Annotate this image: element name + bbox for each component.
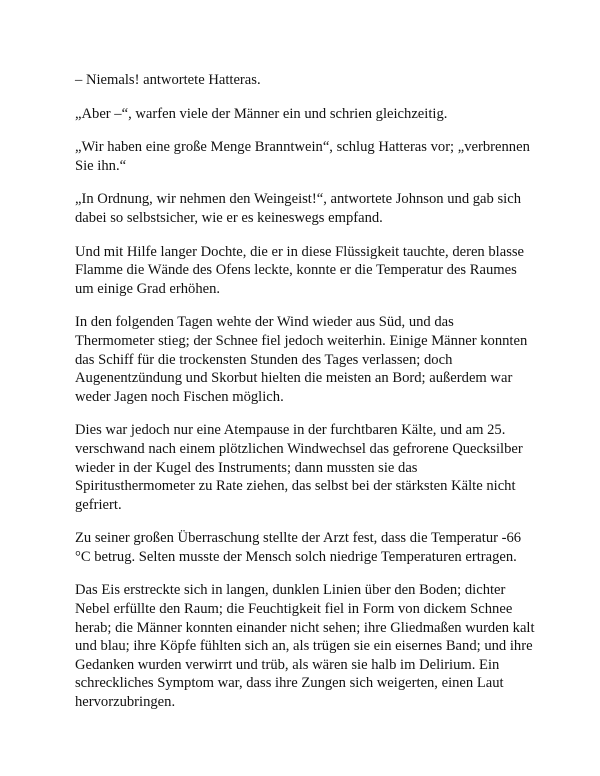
document-page [75,71,535,727]
paragraph-2: „Aber –“, warfen viele der Männer ein und schrien gleichzeitig. [75,105,448,122]
paragraph-5: Und mit Hilfe langer Dochte, die er in diese Flüssigkeit tauchte, deren blasse Flamme die Wände des Ofens leckte, konnte er die Temperatur des Raumes um einige Grad erhöhen. [75,243,525,297]
paragraph-9: Das Eis erstreckte sich in langen, dunklen Linien über den Boden; dichter Nebel erfüllte den Raum; die Feuchtigkeit fiel in Form von dickem Schnee herab; die Männer konnten einander nicht sehen; ihre Gliedmaßen wurden kalt und blau; ihre Köpfe fühlten sich an, als trügen sie ein eisernes Band; und ihre Gedanken wurden verwirrt und trüb, als wären sie halb im Delirium. Ein schreckliches Symptom war, dass ihre Zungen sich weigerten, einen Laut hervorzubringen. [75,582,535,711]
paragraph-3: „Wir haben eine große Menge Branntwein“, schlug Hatteras vor; „verbrennen Sie ihn.“ [75,139,530,174]
paragraph-1: – Niemals! antwortete Hatteras. [75,72,261,88]
paragraph-8: Zu seiner großen Überraschung stellte der Arzt fest, dass die Temperatur -66 °C betrug. Selten musste der Mensch solch niedrige Temperaturen ertragen. [75,530,522,565]
paragraph-7: Dies war jedoch nur eine Atempause in der furchtbaren Kälte, und am 25. verschwand nach einem plötzlichen Windwechsel das gefrorene Quecksilber wieder in der Kugel des Instruments; dann mussten sie das Spiritusthermometer zu Rate ziehen, das selbst bei der stärksten Kälte nicht gefriert. [75,422,523,513]
paragraph-4: „In Ordnung, wir nehmen den Weingeist!“, antwortete Johnson und gab sich dabei so selbstsicher, wie er es keineswegs empfand. [75,191,521,226]
paragraph-6: In den folgenden Tagen wehte der Wind wieder aus Süd, und das Thermometer stieg; der Schnee fiel jedoch weiterhin. Einige Männer konnten das Schiff für die trockensten Stunden des Tages verlassen; doch Augenentzündung und Skorbut hielten die meisten an Bord; außerdem war weder Jagen noch Fischen möglich. [75,314,528,405]
